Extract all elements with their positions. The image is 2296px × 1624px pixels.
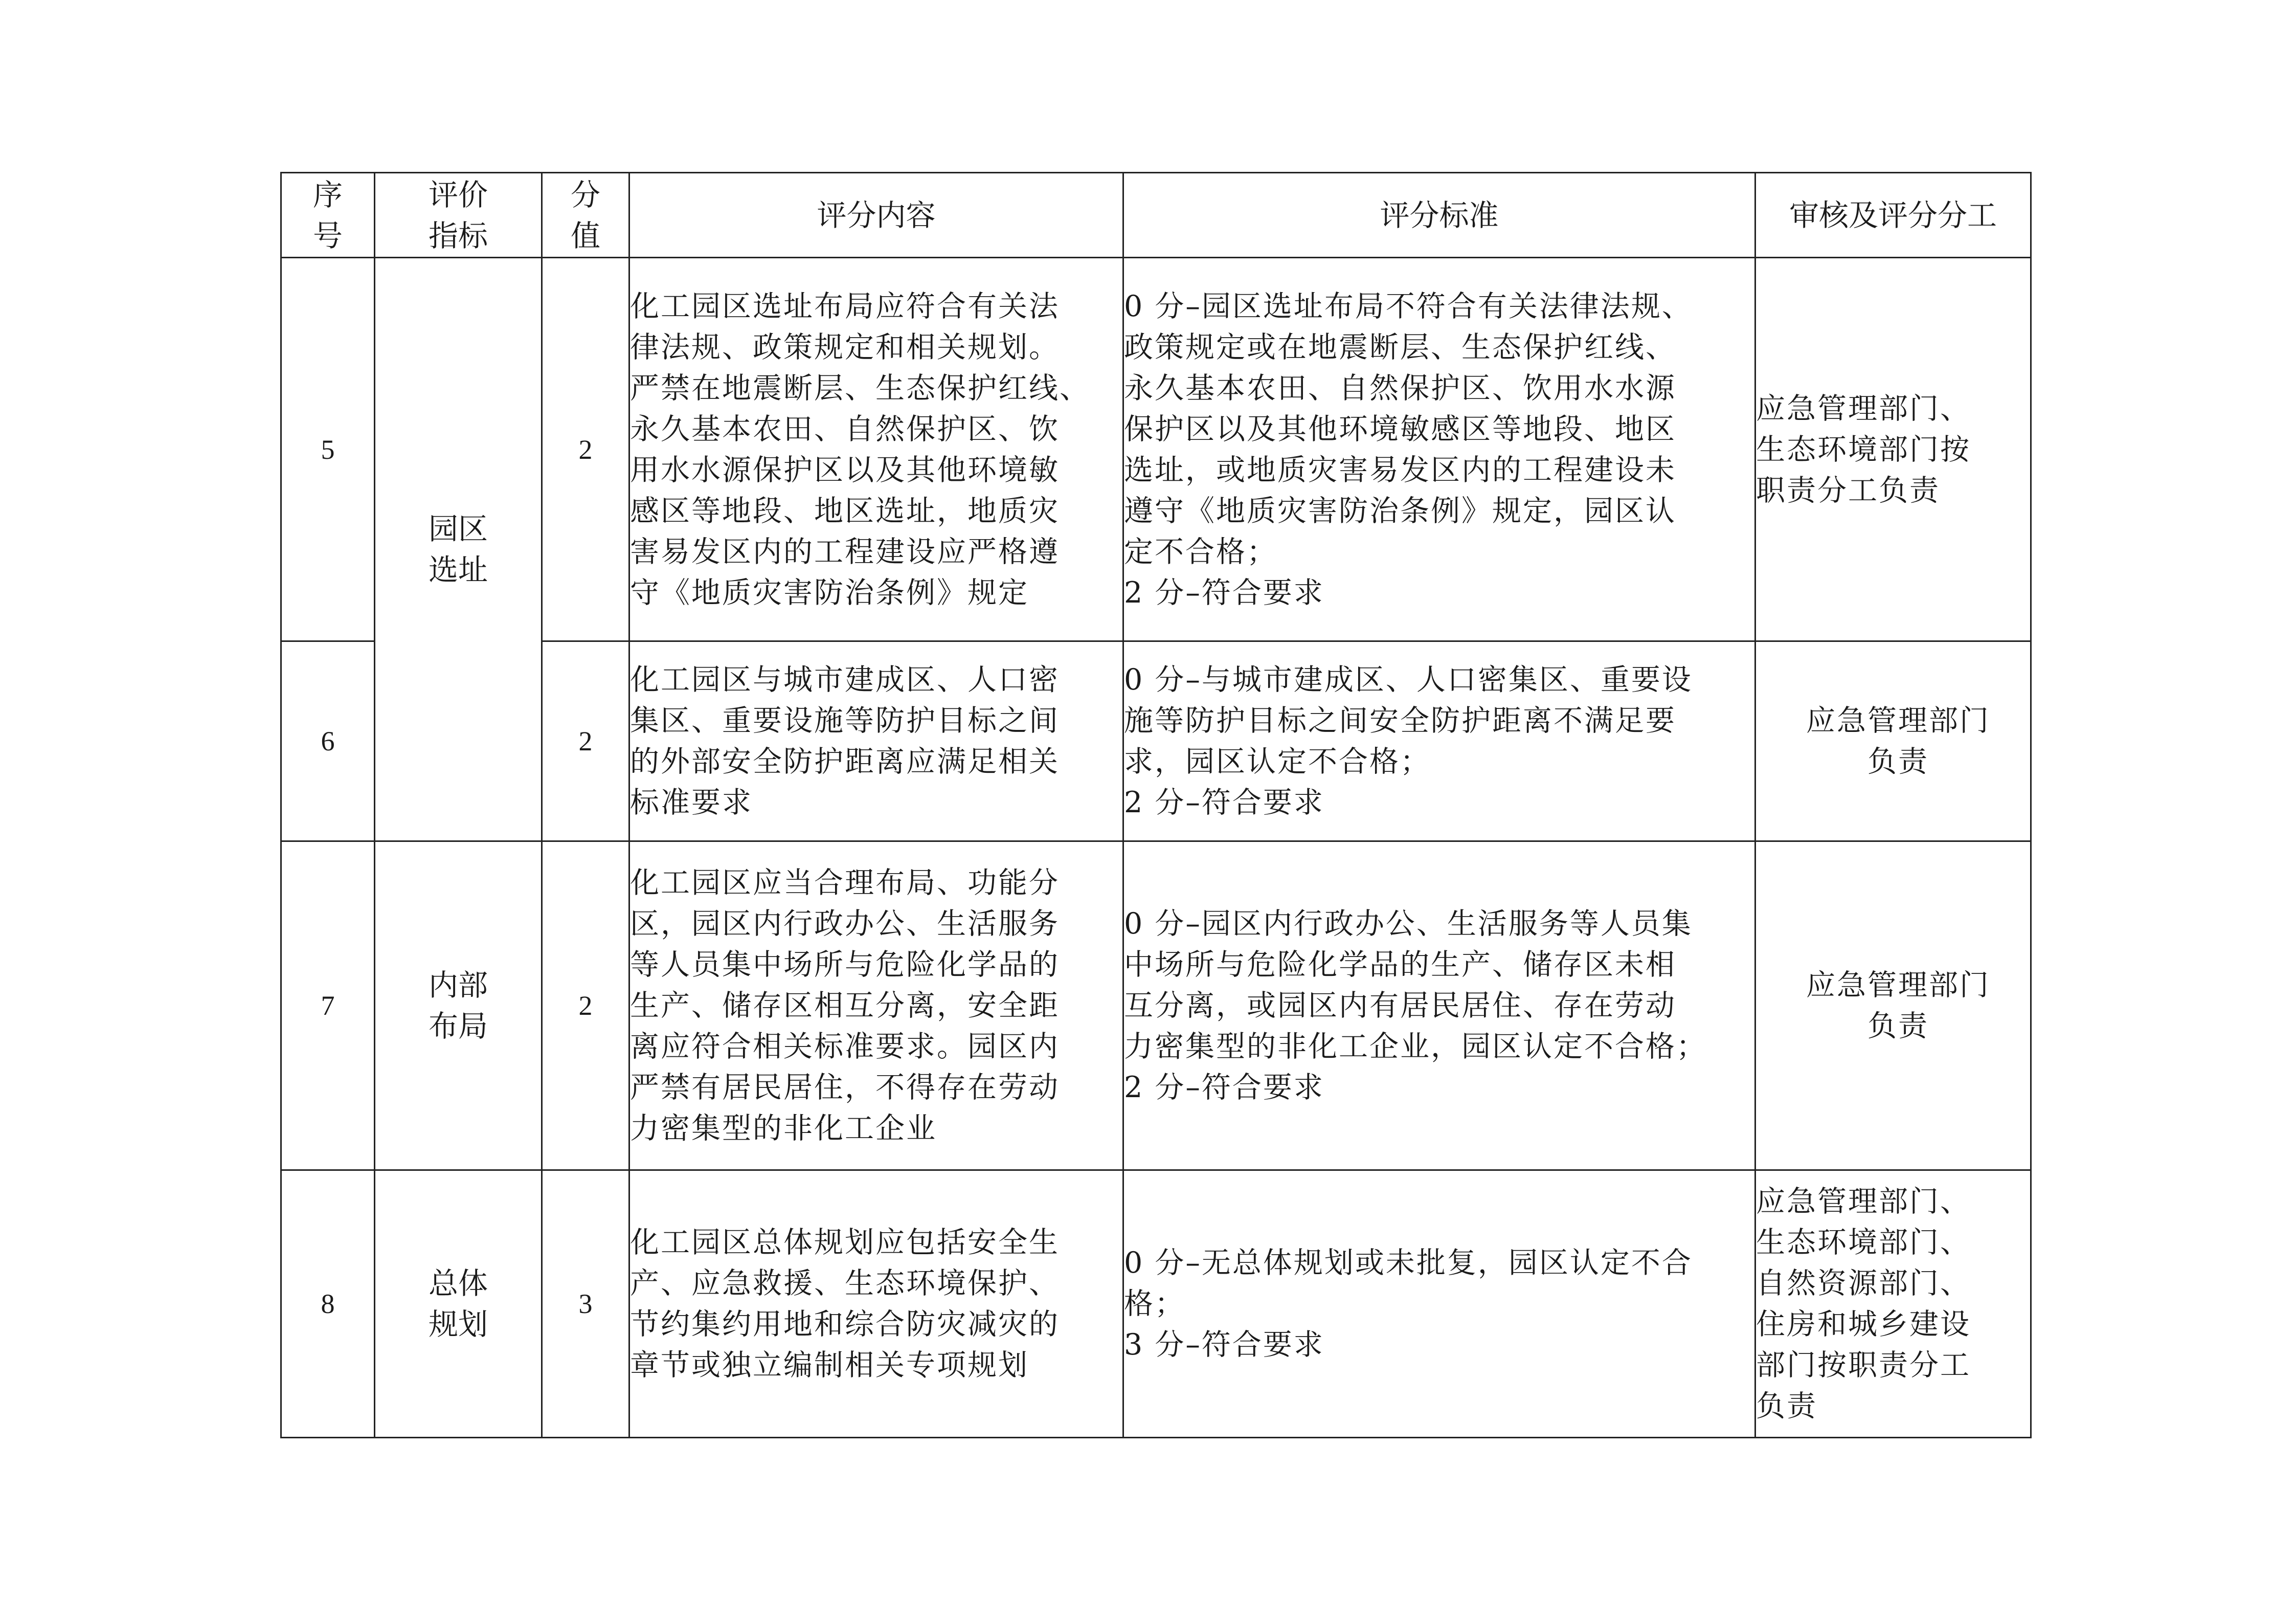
indicator-line: 规划 bbox=[428, 1307, 488, 1342]
criteria-line: 0 分–园区选址布局不符合有关法律法规、 bbox=[1124, 289, 1693, 323]
criteria-line: 力密集型的非化工企业，园区认定不合格； bbox=[1124, 1030, 1707, 1063]
division-line: 住房和城乡建设 bbox=[1756, 1307, 1971, 1341]
table-row bbox=[281, 1170, 2031, 1438]
content-line: 等人员集中场所与危险化学品的 bbox=[630, 948, 1060, 982]
row-division bbox=[1755, 841, 2031, 1170]
criteria-line: 永久基本农田、自然保护区、饮用水水源 bbox=[1124, 371, 1676, 405]
row-seq: 8 bbox=[281, 1170, 375, 1438]
content-line: 严禁在地震断层、生态保护红线、 bbox=[630, 371, 1090, 405]
content-line: 区，园区内行政办公、生活服务 bbox=[630, 907, 1060, 941]
criteria-line: 遵守《地质灾害防治条例》规定，园区认 bbox=[1124, 494, 1676, 528]
row-indicator bbox=[375, 841, 542, 1170]
header-indicator-line-2: 指标 bbox=[428, 218, 488, 253]
row-seq: 5 bbox=[281, 258, 375, 641]
criteria-line: 0 分–园区内行政办公、生活服务等人员集 bbox=[1124, 907, 1693, 941]
row-content bbox=[629, 258, 1123, 641]
content-line: 严禁有居民居住，不得存在劳动 bbox=[630, 1071, 1060, 1104]
criteria-line: 选址，或地质灾害易发区内的工程建设未 bbox=[1124, 453, 1676, 487]
row-division bbox=[1755, 258, 2031, 641]
criteria-line: 互分离，或园区内有居民居住、存在劳动 bbox=[1124, 989, 1676, 1022]
content-line: 的外部安全防护距离应满足相关 bbox=[630, 745, 1060, 778]
division-line: 职责分工负责 bbox=[1756, 473, 1940, 507]
row-criteria bbox=[1123, 641, 1755, 841]
header-content: 评分内容 bbox=[629, 173, 1123, 258]
division-line: 生态环境部门、 bbox=[1756, 1226, 1971, 1259]
row-score: 3 bbox=[542, 1170, 629, 1438]
content-line: 集区、重要设施等防护目标之间 bbox=[630, 704, 1060, 738]
header-score-line-2: 值 bbox=[570, 218, 600, 253]
division-line: 应急管理部门、 bbox=[1756, 1185, 1971, 1218]
division-line: 部门按职责分工 bbox=[1756, 1348, 1971, 1382]
division-line: 应急管理部门 bbox=[1806, 704, 1990, 738]
content-line: 力密集型的非化工企业 bbox=[630, 1111, 937, 1145]
criteria-line: 2 分–符合要求 bbox=[1124, 575, 1324, 610]
division-line: 自然资源部门、 bbox=[1756, 1266, 1971, 1300]
row-division bbox=[1755, 1170, 2031, 1438]
content-line: 用水水源保护区以及其他环境敏 bbox=[630, 453, 1060, 487]
content-line: 化工园区应当合理布局、功能分 bbox=[630, 866, 1060, 900]
criteria-line: 2 分–符合要求 bbox=[1124, 1071, 1324, 1104]
table-row bbox=[281, 641, 2031, 841]
content-line: 律法规、政策规定和相关规划。 bbox=[630, 330, 1060, 364]
indicator-line: 内部 bbox=[428, 968, 488, 1003]
row-seq: 7 bbox=[281, 841, 375, 1170]
header-division: 审核及评分分工 bbox=[1755, 173, 2031, 258]
header-indicator bbox=[375, 173, 542, 258]
content-line: 生产、储存区相互分离，安全距 bbox=[630, 989, 1060, 1022]
row-indicator bbox=[375, 1170, 542, 1438]
header-indicator-line-1: 评价 bbox=[428, 177, 488, 212]
division-line: 负责 bbox=[1867, 745, 1929, 778]
row-score: 2 bbox=[542, 258, 629, 641]
division-line: 负责 bbox=[1867, 1009, 1929, 1043]
header-score-line-1: 分 bbox=[570, 177, 600, 212]
content-line: 化工园区选址布局应符合有关法 bbox=[630, 289, 1060, 323]
criteria-line: 2 分–符合要求 bbox=[1124, 786, 1324, 819]
content-line: 离应符合相关标准要求。园区内 bbox=[630, 1030, 1060, 1063]
header-seq bbox=[281, 173, 375, 258]
criteria-line: 定不合格； bbox=[1124, 535, 1277, 569]
header-score bbox=[542, 173, 629, 258]
evaluation-table bbox=[280, 172, 2032, 1438]
division-line: 应急管理部门、 bbox=[1756, 391, 1971, 426]
content-line: 守《地质灾害防治条例》规定 bbox=[630, 575, 1029, 610]
criteria-line: 3 分–符合要求 bbox=[1124, 1328, 1324, 1362]
content-line: 节约集约用地和综合防灾减灾的 bbox=[630, 1307, 1060, 1341]
table-row bbox=[281, 841, 2031, 1170]
row-content bbox=[629, 641, 1123, 841]
content-line: 产、应急救援、生态环境保护、 bbox=[630, 1266, 1060, 1300]
division-line: 应急管理部门 bbox=[1806, 968, 1990, 1002]
row-criteria bbox=[1123, 841, 1755, 1170]
table-header-row bbox=[281, 173, 2031, 258]
content-line: 害易发区内的工程建设应严格遵 bbox=[630, 535, 1060, 569]
header-criteria: 评分标准 bbox=[1123, 173, 1755, 258]
content-line: 标准要求 bbox=[630, 786, 753, 819]
division-line: 生态环境部门按 bbox=[1756, 432, 1971, 466]
content-line: 永久基本农田、自然保护区、饮 bbox=[630, 412, 1060, 446]
table-row bbox=[281, 258, 2031, 641]
header-seq-line-2: 号 bbox=[312, 218, 343, 253]
criteria-line: 保护区以及其他环境敏感区等地段、地区 bbox=[1124, 412, 1676, 446]
criteria-line: 施等防护目标之间安全防护距离不满足要 bbox=[1124, 704, 1676, 738]
row-content bbox=[629, 841, 1123, 1170]
indicator-line: 总体 bbox=[428, 1266, 488, 1301]
criteria-line: 中场所与危险化学品的生产、储存区未相 bbox=[1124, 948, 1676, 982]
content-line: 化工园区总体规划应包括安全生 bbox=[630, 1226, 1060, 1259]
header-seq-line-1: 序 bbox=[312, 177, 343, 212]
indicator-line: 选址 bbox=[428, 552, 488, 587]
criteria-line: 政策规定或在地震断层、生态保护红线、 bbox=[1124, 330, 1676, 364]
row-content bbox=[629, 1170, 1123, 1438]
indicator-line: 园区 bbox=[428, 511, 488, 546]
content-line: 章节或独立编制相关专项规划 bbox=[630, 1348, 1029, 1382]
row-criteria bbox=[1123, 1170, 1755, 1438]
criteria-line: 求，园区认定不合格； bbox=[1124, 745, 1431, 778]
criteria-line: 0 分–无总体规划或未批复，园区认定不合 bbox=[1124, 1246, 1693, 1280]
row-division bbox=[1755, 641, 2031, 841]
row-score: 2 bbox=[542, 641, 629, 841]
content-line: 化工园区与城市建成区、人口密 bbox=[630, 663, 1060, 697]
division-line: 负责 bbox=[1756, 1389, 1817, 1423]
indicator-line: 布局 bbox=[428, 1009, 488, 1043]
row-criteria bbox=[1123, 258, 1755, 641]
criteria-line: 格； bbox=[1124, 1287, 1185, 1321]
content-line: 感区等地段、地区选址，地质灾 bbox=[630, 494, 1060, 528]
row-indicator bbox=[375, 258, 542, 841]
criteria-line: 0 分–与城市建成区、人口密集区、重要设 bbox=[1124, 663, 1693, 697]
row-seq: 6 bbox=[281, 641, 375, 841]
row-score: 2 bbox=[542, 841, 629, 1170]
